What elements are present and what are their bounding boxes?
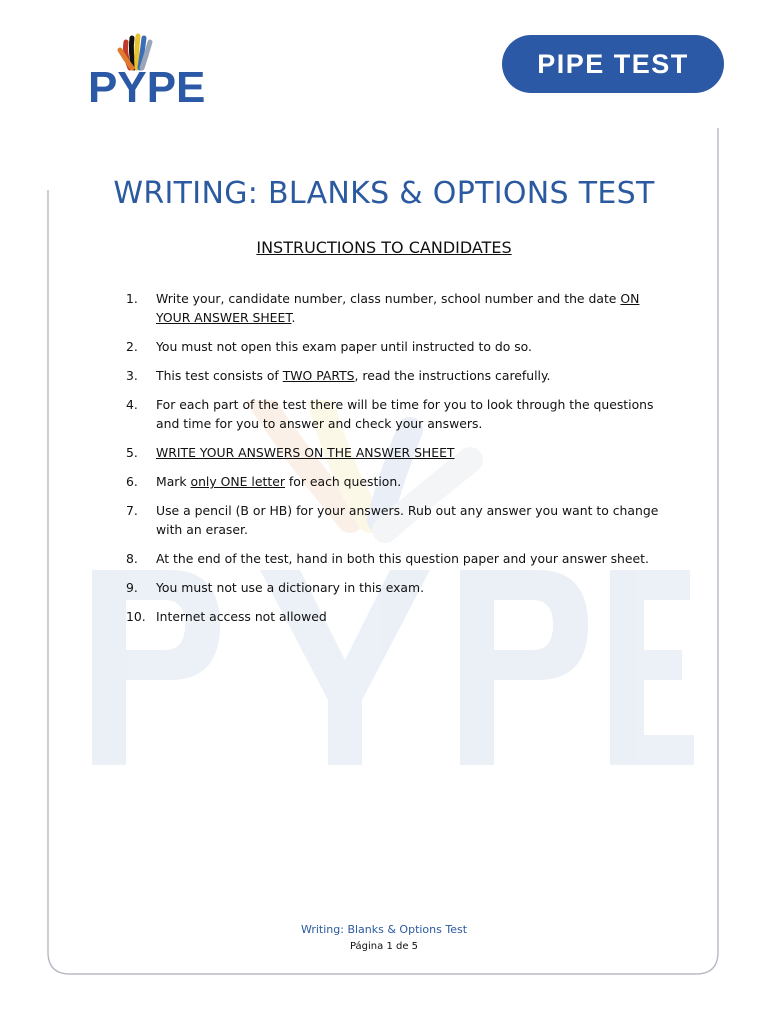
document-title: WRITING: BLANKS & OPTIONS TEST <box>113 176 655 211</box>
list-item <box>126 395 666 433</box>
list-item <box>126 366 666 385</box>
item-number: 3. <box>126 368 138 383</box>
item-text-part: . <box>291 310 296 325</box>
item-text: Internet access not allowed <box>156 609 327 624</box>
item-text: You must not open this exam paper until instructed to do so. <box>156 339 532 354</box>
logo-wordmark: PYPE <box>88 63 206 108</box>
item-text: Use a pencil (B or HB) for your answers. Rub out any answer you want to change with an eraser. <box>156 503 659 537</box>
list-item <box>126 549 666 568</box>
item-number: 8. <box>126 551 138 566</box>
instructions-list <box>126 289 666 636</box>
list-item <box>126 607 666 626</box>
pype-logo <box>86 32 210 108</box>
footer-document-title: Writing: Blanks & Options Test <box>300 923 468 936</box>
list-item <box>126 289 666 327</box>
item-emphasis: TWO PARTS <box>282 368 355 383</box>
item-text <box>156 472 666 491</box>
list-item <box>126 337 666 356</box>
item-text-part: Write your, candidate number, class number, school number and the date <box>156 291 621 306</box>
instructions-heading: INSTRUCTIONS TO CANDIDATES <box>256 238 512 257</box>
item-number: 4. <box>126 397 138 412</box>
item-text: At the end of the test, hand in both this question paper and your answer sheet. <box>156 551 649 566</box>
item-number: 5. <box>126 445 138 460</box>
item-text-part: , read the instructions carefully. <box>354 368 551 383</box>
item-text <box>156 366 666 385</box>
item-emphasis: WRITE YOUR ANSWERS ON THE ANSWER SHEET <box>156 445 455 460</box>
item-text-part: Mark <box>156 474 191 489</box>
page-number: Página 1 de 5 <box>349 941 419 952</box>
item-emphasis: only ONE letter <box>190 474 285 489</box>
item-number: 6. <box>126 474 138 489</box>
list-item <box>126 578 666 597</box>
item-text <box>156 289 666 327</box>
item-text: For each part of the test there will be time for you to look through the questions and time for you to answer and check your answers. <box>156 397 654 431</box>
item-text: You must not use a dictionary in this exam. <box>156 580 425 595</box>
pipe-test-badge <box>502 35 724 93</box>
item-number: 2. <box>126 339 138 354</box>
list-item <box>126 443 666 462</box>
item-number: 9. <box>126 580 138 595</box>
list-item <box>126 501 666 539</box>
item-number: 7. <box>126 503 138 518</box>
item-number: 1. <box>126 291 138 306</box>
item-text-part: for each question. <box>284 474 402 489</box>
item-number: 10. <box>126 609 146 624</box>
brand-label: PIPE TEST <box>537 48 689 79</box>
item-text-part: This test consists of <box>156 368 283 383</box>
item-emphasis: ON YOUR ANSWER SHEET <box>156 291 640 325</box>
list-item <box>126 472 666 491</box>
